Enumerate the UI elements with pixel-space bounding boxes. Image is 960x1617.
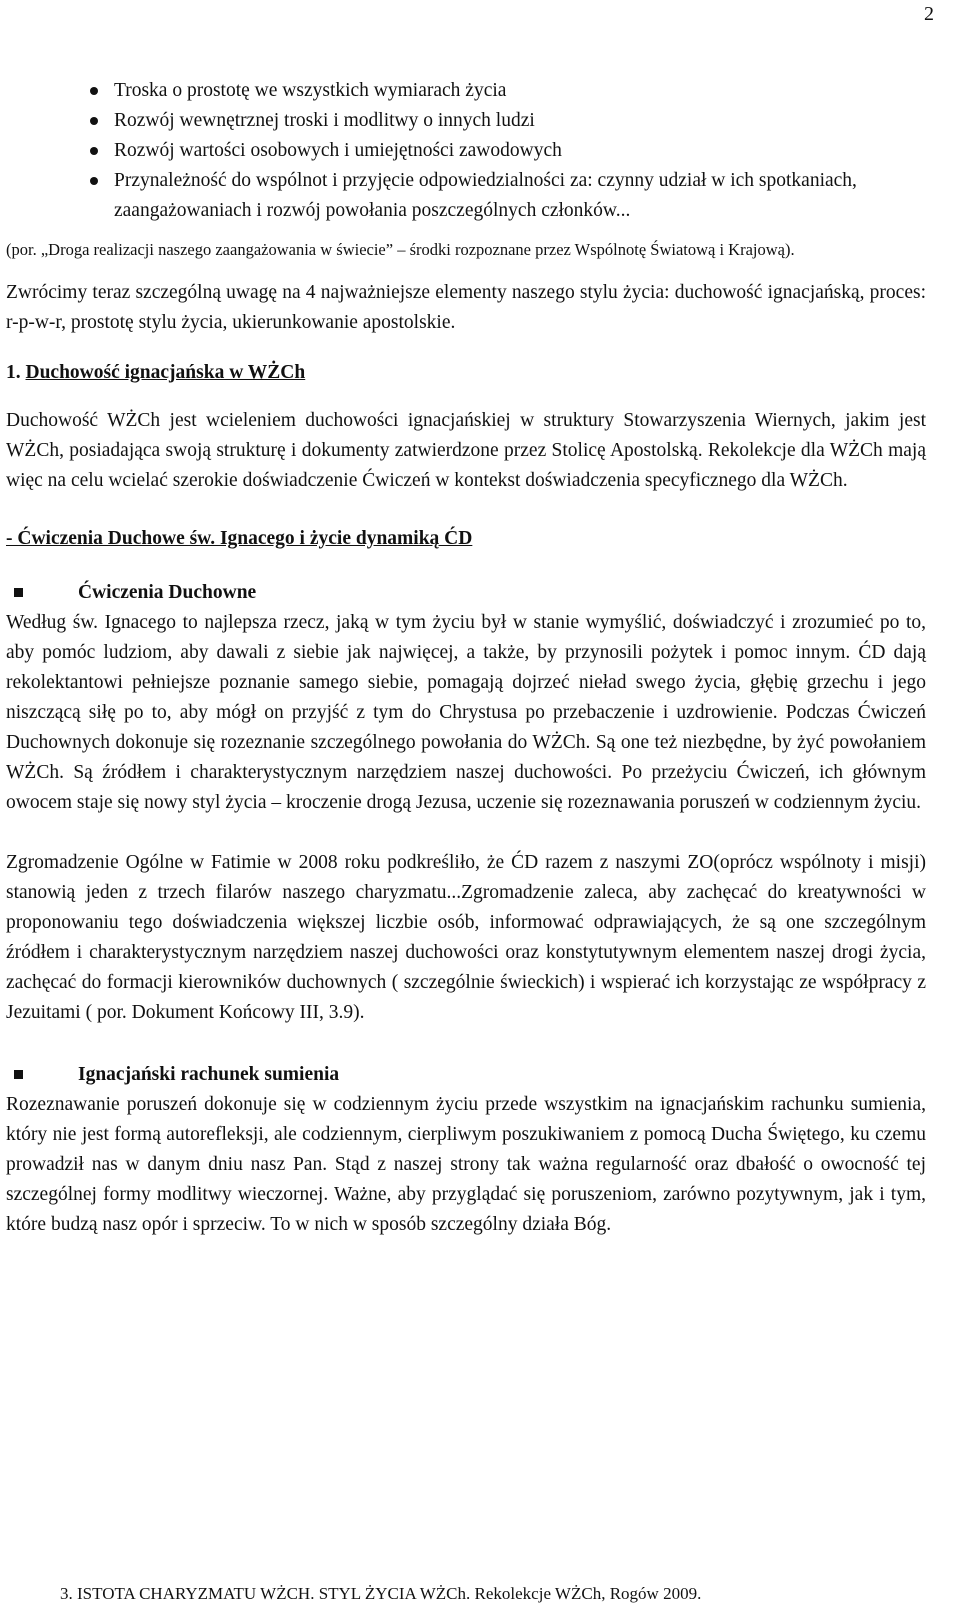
section-paragraph: Duchowość WŻCh jest wcieleniem duchowości ignacjańskiej w struktury Stowarzyszenia Wiernych, jakim jest WŻCh, posiadająca swoją strukturę i dokumenty zatwierdzone przez Stolicę Apostolską. Rekolekcje dla WŻCh mają więc na celu wcielać szerokie doświadczenie Ćwiczeń w kontekst doświadczenia specyficznego dla WŻCh. <box>6 410 926 491</box>
bullet-icon <box>90 87 98 95</box>
examen-heading-text: Ignacjański rachunek sumienia <box>78 1064 340 1085</box>
bullet-list <box>6 76 926 226</box>
examen-heading <box>6 1060 926 1090</box>
exercises-heading-text: Ćwiczenia Duchowne <box>78 582 257 603</box>
list-item <box>6 106 926 136</box>
subsection-title: - Ćwiczenia Duchowe św. Ignacego i życie dynamiką ĆD <box>6 528 473 549</box>
intro-paragraph: Zwrócimy teraz szczególną uwagę na 4 najważniejsze elementy naszego stylu życia: duchowość ignacjańską, proces: r-p-w-r, prostotę stylu życia, ukierunkowanie apostolskie. <box>6 282 926 333</box>
section-heading <box>6 358 926 388</box>
list-item-text: Troska o prostotę we wszystkich wymiarach życia <box>114 80 507 101</box>
footer: 3. ISTOTA CHARYZMATU WŻCH. STYL ŻYCIA WŻCh. Rekolekcje WŻCh, Rogów 2009. <box>60 1584 702 1603</box>
section-number: 1. <box>6 362 21 383</box>
bullet-icon <box>90 147 98 155</box>
list-item-text: Rozwój wewnętrznej troski i modlitwy o innych ludzi <box>114 110 535 131</box>
examen-paragraph: Rozeznawanie poruszeń dokonuje się w codziennym życiu przede wszystkim na ignacjańskim rachunku sumienia, który nie jest formą autorefleksji, ale codziennym, cierpliwym poszukiwaniem z pomocą Ducha Świętego, ku czemu prowadził nas w danym dniu nasz Pan. Stąd z naszej strony tak ważna regularność oraz dbałość o owocność tej szczególnej formy modlitwy wieczornej. Ważne, aby przyglądać się poruszeniom, zarówno pozytywnym, jak i tym, które budzą nasz opór i sprzeciw. To w nich w sposób szczególny działa Bóg. <box>6 1094 926 1235</box>
bullet-icon <box>90 117 98 125</box>
document-body <box>6 76 926 1240</box>
square-bullet-icon <box>14 1070 23 1079</box>
list-item <box>6 136 926 166</box>
square-bullet-icon <box>14 588 23 597</box>
exercises-paragraph: Według św. Ignacego to najlepsza rzecz, jaką w tym życiu był w stanie wymyślić, doświadczyć i zrozumieć po to, aby pomóc ludziom, aby dawali z siebie jak najwięcej, a także, by przynosili pożytek i pomoc innym. ĆD dają rekolektantowi pełniejsze poznanie samego siebie, pomagają dojrzeć nieład swego życia, głębię grzechu i jego niszczącą siłę po to, aby mógł on przyjść z tym do Chrystusa po przebaczenie i uzdrowienie. Podczas Ćwiczeń Duchownych dokonuje się rozeznanie szczególnego powołania do WŻCh. Są one też niezbędne, by żyć powołaniem WŻCh. Są źródłem i charakterystycznym narzędziem naszej duchowości. Po przeżyciu Ćwiczeń, ich głównym owocem staje się nowy styl życia – kroczenie drogą Jezusa, uczenie się rozeznawania poruszeń w codziennym życiu. <box>6 612 926 813</box>
exercises-heading <box>6 578 926 608</box>
list-item <box>6 76 926 106</box>
reference-note: (por. „Droga realizacji naszego zaangażowania w świecie” – środki rozpoznane przez Wspólnotę Światową i Krajową). <box>6 240 795 259</box>
list-item-text: Przynależność do wspólnot i przyjęcie odpowiedzialności za: czynny udział w ich spotkaniach, zaangażowaniach i rozwój powołania poszczególnych członków... <box>114 170 857 221</box>
section-title: Duchowość ignacjańska w WŻCh <box>25 362 306 383</box>
list-item-text: Rozwój wartości osobowych i umiejętności zawodowych <box>114 140 562 161</box>
assembly-paragraph: Zgromadzenie Ogólne w Fatimie w 2008 roku podkreśliło, że ĆD razem z naszymi ZO(oprócz wspólnoty i misji) stanowią jeden z trzech filarów naszego charyzmatu...Zgromadzenie zaleca, aby zachęcać do kreatywności w proponowaniu tego doświadczenia większej liczbie osób, informować odprawiających, że są one szczególnym źródłem i charakterystycznym narzędziem naszej duchowości oraz konstytutywnym elementem naszej drogi życia, zachęcać do formacji kierowników duchownych ( szczególnie świeckich) i wspierać ich korzystając ze współpracy z Jezuitami ( por. Dokument Końcowy III, 3.9). <box>6 852 926 1023</box>
page-number: 2 <box>924 3 934 25</box>
bullet-icon <box>90 177 98 185</box>
list-item <box>6 166 926 226</box>
